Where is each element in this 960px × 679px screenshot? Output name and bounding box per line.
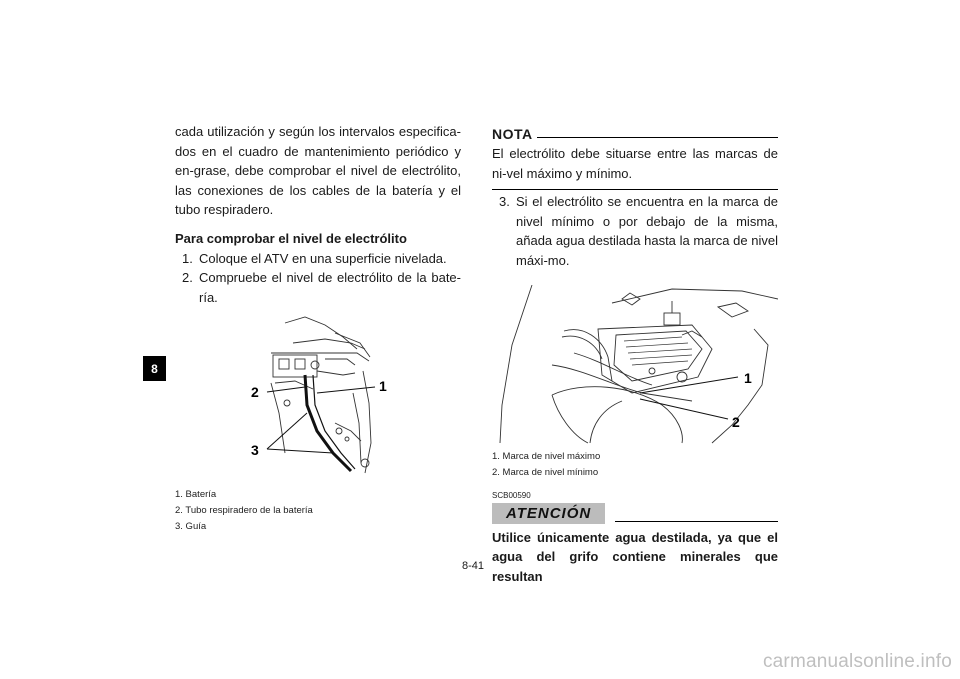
warning-code: SCB00590 [492, 490, 531, 500]
callout-1: 1 [744, 369, 752, 386]
note-header [492, 122, 778, 142]
step-text: Compruebe el nivel de electrólito de la bate-ría. [199, 270, 461, 305]
step-text: Si el electrólito se encuentra en la marca de nivel mínimo o por debajo de la misma, añada agua destilada hasta la marca de nivel máxi-mo. [516, 194, 778, 268]
caption-item: 1. Batería [175, 489, 217, 501]
intro-paragraph: cada utilización y según los intervalos especifica-dos en el cuadro de mantenimiento periódico y en-grase, debe comprobar el nivel de electrólito, las conexiones de los cables de la batería y el tubo respiradero. [175, 124, 461, 218]
left-column [175, 122, 461, 535]
caption-item: 1. Marca de nivel máximo [492, 450, 601, 462]
note-text: El electrólito debe situarse entre las marcas de ni-vel máximo y mínimo. [492, 146, 778, 181]
battery-breather-illustration [175, 313, 461, 481]
figure-captions [175, 487, 461, 535]
warning-badge: ATENCIÓN [492, 503, 605, 524]
step-number: 3. [499, 194, 510, 210]
warning-rule [615, 521, 778, 522]
section-heading: Para comprobar el nivel de electrólito [175, 230, 407, 246]
right-column [492, 122, 778, 586]
caption-item: 2. Tubo respiradero de la batería [175, 505, 313, 517]
caption-item: 3. Guía [175, 521, 207, 533]
warning-header [492, 502, 778, 524]
step-number: 1. [182, 250, 193, 266]
page-number: 8-41 [462, 560, 485, 572]
step-1 [175, 249, 461, 269]
step-2 [175, 268, 461, 307]
step-number: 2. [182, 270, 193, 286]
note-end-rule [492, 189, 778, 190]
warning-text: Utilice únicamente agua destilada, ya que el agua del grifo contiene minerales que resultan [492, 529, 778, 584]
section-tab: 8 [143, 356, 166, 381]
figure-captions [492, 449, 778, 481]
caption-item: 2. Marca de nivel mínimo [492, 466, 599, 478]
electrolyte-level-illustration [492, 285, 778, 445]
callout-2: 2 [732, 413, 740, 430]
step-3 [492, 192, 778, 270]
callout-3: 3 [251, 442, 259, 459]
note-rule [537, 137, 778, 138]
note-title: NOTA [492, 126, 533, 142]
watermark: carmanualsonline.info [762, 651, 952, 672]
callout-2: 2 [251, 384, 259, 401]
step-text: Coloque el ATV en una superficie nivelada. [199, 250, 447, 266]
callout-1: 1 [379, 378, 387, 395]
